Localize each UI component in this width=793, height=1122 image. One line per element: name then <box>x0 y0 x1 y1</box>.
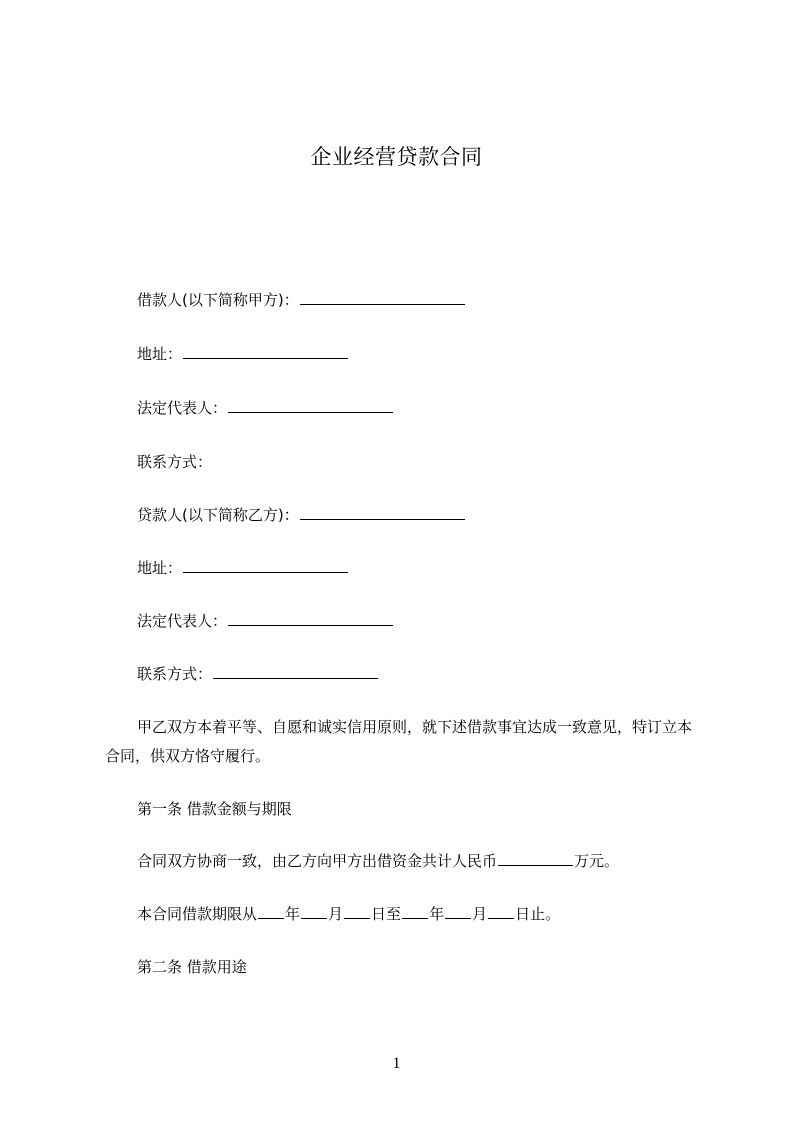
party-b-rep-line <box>137 611 394 631</box>
party-b-contact-blank <box>213 664 378 679</box>
party-a-blank <box>300 290 465 305</box>
party-b-contact-label: 联系方式： <box>137 665 213 683</box>
party-b-address-label: 地址： <box>137 559 183 577</box>
term-year-2: 年 <box>429 905 445 923</box>
party-a-address-line <box>137 344 349 364</box>
term-end-day-blank <box>488 904 514 919</box>
party-a-address-label: 地址： <box>137 345 183 363</box>
party-b-address-blank <box>183 558 348 573</box>
term-start-day-blank <box>344 904 370 919</box>
article-1-term-line <box>137 904 560 924</box>
party-a-rep-label: 法定代表人： <box>137 399 228 417</box>
page-number: 1 <box>392 1055 401 1072</box>
party-b-label: 贷款人(以下简称乙方)： <box>137 506 299 524</box>
party-b-line <box>137 505 466 525</box>
party-b-address-line <box>137 558 349 578</box>
amount-blank <box>498 851 573 866</box>
term-month-1: 月 <box>328 905 344 923</box>
party-b-contact-line <box>137 664 379 684</box>
intro-paragraph: 甲乙双方本着平等、自愿和诚实信用原则，就下述借款事宜达成一致意见，特订立本合同，供双方恪守履行。 <box>105 718 693 765</box>
party-a-rep-blank <box>228 398 393 413</box>
party-a-contact-line <box>137 452 212 472</box>
term-start-year-blank <box>258 904 284 919</box>
party-a-line <box>137 290 466 310</box>
document-title: 企业经营贷款合同 <box>310 145 483 169</box>
article-2-heading: 第二条 借款用途 <box>137 958 247 976</box>
party-b-rep-label: 法定代表人： <box>137 612 228 630</box>
term-month-2: 月 <box>472 905 488 923</box>
term-start-month-blank <box>301 904 327 919</box>
party-a-address-blank <box>183 344 348 359</box>
amount-suffix: 万元。 <box>574 852 620 870</box>
term-end: 日止。 <box>515 905 561 923</box>
party-a-label: 借款人(以下简称甲方)： <box>137 291 299 309</box>
party-b-rep-blank <box>228 611 393 626</box>
term-day-1: 日至 <box>371 905 402 923</box>
term-end-year-blank <box>402 904 428 919</box>
amount-prefix: 合同双方协商一致，由乙方向甲方出借资金共计人民币 <box>137 852 498 870</box>
article-1-heading: 第一条 借款金额与期限 <box>137 800 292 818</box>
party-a-rep-line <box>137 398 394 418</box>
party-b-blank <box>300 505 465 520</box>
term-year-1: 年 <box>285 905 301 923</box>
party-a-contact-label: 联系方式： <box>137 453 213 471</box>
article-1-amount-line <box>137 851 619 871</box>
term-end-month-blank <box>445 904 471 919</box>
term-prefix: 本合同借款期限从 <box>137 905 258 923</box>
